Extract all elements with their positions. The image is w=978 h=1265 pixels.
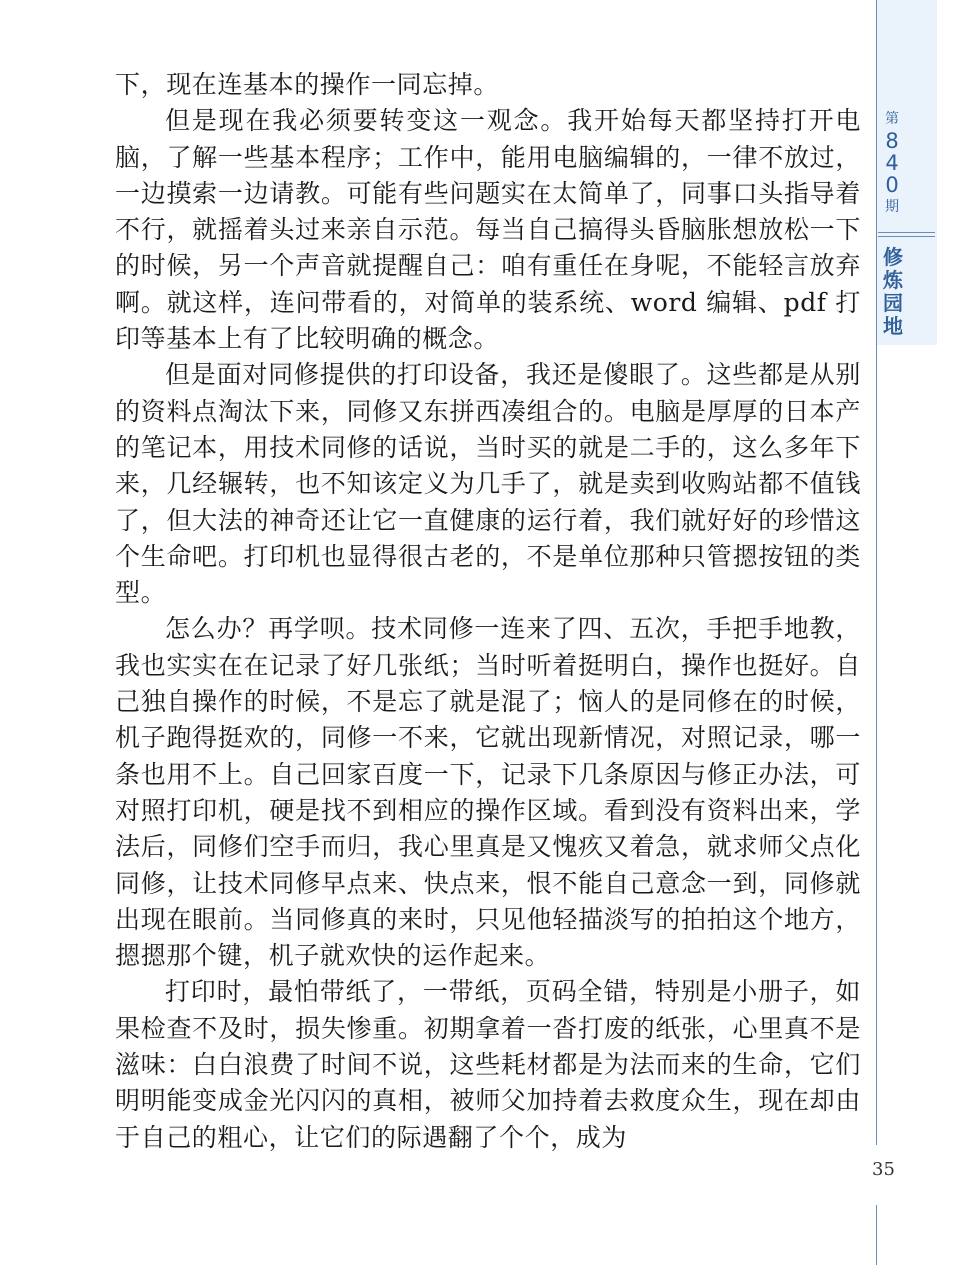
column-char: 修 — [883, 245, 903, 269]
article-body — [115, 67, 861, 1156]
paragraph-5: 打印时，最怕带纸了，一带纸，页码全错，特别是小册子，如果检查不及时，损失惨重。初期拿着一沓打废的纸张，心里真不是滋味：白白浪费了时间不说，这些耗材都是为法而来的生命，它们明明能变成金光闪闪的真相，被师父加持着去救度众生，现在却由于自己的粗心，让它们的际遇翻了个个，成为 — [115, 977, 861, 1152]
issue-digit: 4 — [885, 151, 899, 175]
column-char: 园 — [883, 291, 903, 315]
page-number: 35 — [872, 1159, 895, 1180]
issue-digit: 0 — [885, 173, 899, 197]
column-char: 地 — [883, 314, 903, 338]
sidebar-divider — [878, 232, 935, 233]
column-char: 炼 — [883, 268, 903, 292]
issue-suffix: 期 — [885, 199, 899, 215]
paragraph-1: 下，现在连基本的操作一同忘掉。 — [115, 70, 500, 99]
issue-prefix: 第 — [885, 111, 899, 127]
issue-digit: 8 — [885, 129, 899, 153]
sidebar-divider — [878, 236, 935, 237]
sidebar-rule-bottom — [876, 1205, 877, 1265]
sidebar-rule — [876, 345, 877, 1145]
issue-number — [880, 108, 904, 218]
paragraph-3: 但是面对同修提供的打印设备，我还是傻眼了。这些都是从别的资料点淘汰下来，同修又东拼西凑组合的。电脑是厚厚的日本产的笔记本，用技术同修的话说，当时买的就是二手的，这么多年下来，几经辗转，也不知该定义为几手了，就是卖到收购站都不值钱了，但大法的神奇还让它一直健康的运行着，我们就好好的珍惜这个生命吧。打印机也显得很古老的，不是单位那种只管摁按钮的类型。 — [115, 360, 861, 608]
paragraph-2: 但是现在我必须要转变这一观念。我开始每天都坚持打开电脑，了解一些基本程序；工作中，能用电脑编辑的，一律不放过，一边摸索一边请教。可能有些问题实在太简单了，同事口头指导着不行，就摇着头过来亲自示范。每当自己搞得头昏脑胀想放松一下的时候，另一个声音就提醒自己：咱有重任在身呢，不能轻言放弃啊。就这样，连问带看的，对简单的装系统、word 编辑、pdf 打印等基本上有了比较明确的概念。 — [115, 106, 861, 354]
column-name — [880, 246, 906, 338]
paragraph-4: 怎么办？再学呗。技术同修一连来了四、五次，手把手地教，我也实实在在记录了好几张纸；当时听着挺明白，操作也挺好。自己独自操作的时候，不是忘了就是混了；恼人的是同修在的时候，机子跑得挺欢的，同修一不来，它就出现新情况，对照记录，哪一条也用不上。自己回家百度一下，记录下几条原因与修正办法，可对照打印机，硬是找不到相应的操作区域。看到没有资料出来，学法后，同修们空手而归，我心里真是又愧疚又着急，就求师父点化同修，让技术同修早点来、快点来，恨不能自己意念一到，同修就出现在眼前。当同修真的来时，只见他轻描淡写的拍拍这个地方，摁摁那个键，机子就欢快的运作起来。 — [115, 614, 861, 971]
